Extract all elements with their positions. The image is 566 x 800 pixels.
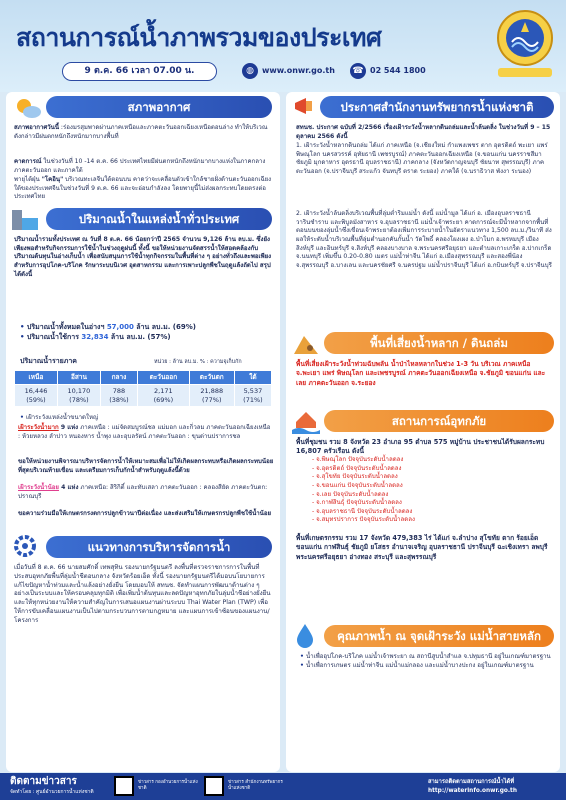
cell-north: 16,446 (59%) <box>15 385 58 407</box>
list-item: • น้ำเพื่ออุปโภค-บริโภค แม่น้ำเจ้าพระยา ณ สถานีสูบน้ำสำแล จ.ปทุมธานี อยู่ในเกณฑ์มาตรฐาน <box>300 653 552 662</box>
reservoir-summary: ปริมาณน้ำรวมทั้งประเทศ ณ วันที่ 8 ต.ค. 66 น้อยกว่าปี 2565 จำนวน 9,126 ล้าน ลบ.ม. ซึ่งยังเพียงพอสำหรับกิจกรรมการใช้น้ำในช่วงฤดูฝนนี้ ทั้งนี้ ขอให้หน่วยงานจัดสรรน้ำให้สอดคล้องกับปริมาณต้นทุนในอ่างเก็บน้ำ เพื่อสนับสนุนการใช้น้ำทุกกิจกรรมในพื้นที่ต่าง ๆ อย่างทั่วถึงและพอเพียง สำหรับการอุปโภค-บริโภค รักษาระบบนิเวศ อุตสาหกรรม และการเพาะปลูกพืชในฤดูแล้งถัดไป สรุปได้ดังนี้ <box>14 236 272 278</box>
col-northeast: อีสาน <box>57 371 100 385</box>
qr-code-2[interactable] <box>204 776 224 796</box>
weather-today: สภาพอากาศวันนี้ :ร่องมรสุมพาดผ่านภาคเหนือและภาคตะวันออกเฉียงเหนือตอนล่าง ทำให้บริเวณดังกล่าวมีฝนตกหนักถึงหนักมากบางพื้นที่ <box>14 124 268 140</box>
list-item: - จ.กาฬสินธุ์ ปัจจุบันระดับน้ำลดลง <box>312 499 402 507</box>
sun-icon <box>12 94 42 120</box>
megaphone-icon <box>292 94 318 118</box>
flood-title: สถานการณ์อุทกภัย <box>324 410 554 432</box>
flood-province-list <box>312 456 552 525</box>
table-title: ปริมาณน้ำรายภาค <box>20 357 77 365</box>
watch-title: • เฝ้าระวังแหล่งน้ำขนาดใหญ่ <box>20 414 270 423</box>
watch-low-note: ขอความร่วมมือให้เกษตรกรงดการปลูกข้าวนาปีต่อเนื่อง และส่งเสริมให้เกษตรกรปลูกพืชใช้น้ำน้อย <box>18 510 272 517</box>
col-east: ตะวันออก <box>138 371 190 385</box>
announcement-item-1: 1. เฝ้าระวังน้ำหลากดินถล่ม ได้แก่ ภาคเหนือ (จ.เชียงใหม่ กำแพงเพชร ตาก อุตรดิตถ์ พะเยา แพร่ พิษณุโลก นครสวรรค์ อุทัยธานี เพชรบูรณ์) ภาคตะวันออกเฉียงเหนือ (จ.ขอนแก่น นครราชสีมา ชัยภูมิ มุกดาหาร อุดรธานี อุบลราชธานี) ภาคกลาง (จังหวัดกาญจนบุรี ชัยนาท สุพรรณบุรี) ภาคตะวันออก (จ.ปราจีนบุรี สระแก้ว จันทบุรี ตราด ระยอง) ภาคใต้ (จ.นราธิวาส พังงา ระนอง) <box>296 142 548 175</box>
table-row <box>15 385 272 407</box>
management-text: เมื่อวันที่ 8 ต.ค. 66 นายสมศักดิ์ เทพสุทิน รองนายกรัฐมนตรี ลงพื้นที่ตรวจราชการการในพื้นที่ประสบอุทกภัยพื้นที่ลุ่มน้ำชีตอนกลาง จังหวัดร้อยเอ็ด ทั้งนี้ รองนายกรัฐมนตรีได้มอบนโยบายการแก้ไขปัญหาน้ำท่วมและน้ำแล้งอย่างยั่งยืน โดยมอบให้ สทนช. จัดทำแผนการพัฒนาด้านต่าง ๆ อย่างเป็นระบบและให้ครอบคลุมทุกมิติ เพื่อเพิ่มน้ำต้นทุนและลดปัญหาอุทกภัยในลุ่มน้ำชีอย่างยั่งยืน และให้ทุกหน่วยงานให้ความสำคัญในการเสนอแผนงานผ่านระบบ Thai Water Plan (TWP) เพื่อให้การขับเคลื่อนแผนงานเป็นไปตามกระบวนการตามกฎหมาย และแผนการเข้าซ้อนของแผนงาน/โครงการ <box>14 564 271 624</box>
globe-icon: ◍ <box>242 63 258 79</box>
list-item: - จ.อุตรดิตถ์ ปัจจุบันระดับน้ำลดลง <box>312 464 402 472</box>
footer <box>0 773 566 800</box>
col-north: เหนือ <box>15 371 58 385</box>
dam-icon <box>10 206 40 232</box>
announcement-item-2: 2. เฝ้าระวังน้ำล้นตลิ่งบริเวณพื้นที่ลุ่มต่ำริมแม่น้ำ ดังนี้ แม่น้ำมูล ได้แก่ อ. เมืองอุบลราชธานี วารินชำราบ และพิบูลมังสาหาร จ.อุบลราชธานี แม่น้ำเจ้าพระยา คาดการณ์จะมีน้ำหลากจากพื้นที่ตอนบนของลุ่มน้ำซึ่งเขื่อนเจ้าพระยาต้องเพิ่มการระบายน้ำในอัตราแนวทาง 1,500 ลบ.ม./วินาที ส่งผลให้ระดับน้ำบริเวณพื้นที่ลุ่มต่ำนอกคันกั้นน้ำ วัดโพธิ์ คลองโผงเผง อ.ป่าโมก อ.พรหมบุรี เมืองสิงห์บุรี และอินทร์บุรี จ.สิงห์บุรี คลองบางบาล จ.พระนครศรีอยุธยา และตำบลเกาะเกร็ด อ.ปากเกร็ด จ.นนทบุรี เพิ่มขึ้น 0.20-0.80 เมตร แม่น้ำท่าจีน ได้แก่ อ.เมืองสุพรรณบุรี และสองพี่น้อง จ.สุพรรณบุรี อ.บางเลน และนครชัยศรี จ.นครปฐม แม่น้ำปราจีนบุรี ได้แก่ อ.กบินทร์บุรี จ.ปราจีนบุรี <box>296 210 552 269</box>
flood-house-icon <box>292 408 320 434</box>
water-drop-icon <box>292 622 318 648</box>
col-south: ใต้ <box>234 371 271 385</box>
management-title: แนวทางการบริหารจัดการน้ำ <box>46 536 272 558</box>
quality-list <box>300 653 552 670</box>
table-header-row <box>15 371 272 385</box>
watch-high: เฝ้าระวังน้ำมาก 9 แห่ง ภาคเหนือ : แม่จัดสมบูรณ์ชล แม่มอก และกิ่วลม ภาคตะวันออกเฉียงเหนือ : ห้วยหลวง ลำปาว หนองหาร น้ำพุง และอุบลรัตน์ ภาคตะวันออก : ขุนด่านปราการชล <box>18 424 271 440</box>
region-table <box>14 370 272 407</box>
watch-high-note: ขอให้หน่วยงานพิจารณาบริหารจัดการน้ำให้เหมาะสมเพื่อไม่ให้เกิดผลกระทบหรือเกิดผลกระทบน้อยที่สุดบริเวณท้ายเขื่อน และเตรียมการเก็บกักน้ำสำหรับฤดูแล้งนี้ด้วย <box>18 458 274 474</box>
follow-label: ติดตามข่าวสาร <box>10 776 77 787</box>
reservoir-title: ปริมาณน้ำในแหล่งน้ำทั่วประเทศ <box>46 208 272 230</box>
list-item: - จ.อุบลราชธานี ปัจจุบันระดับน้ำลดลง <box>312 507 413 515</box>
announcement-title: ประกาศสำนักงานทรัพยากรน้ำแห่งชาติ <box>320 96 554 118</box>
cell-central: 788 (38%) <box>100 385 137 407</box>
cell-east: 2,171 (69%) <box>138 385 190 407</box>
left-column <box>6 92 280 772</box>
website-link[interactable]: www.onwr.go.th <box>262 66 335 75</box>
watch-list <box>20 414 270 423</box>
landslide-icon <box>292 330 320 356</box>
total-volume: • ปริมาณน้ำทั้งหมดในอ่างฯ 57,000 ล้าน ลบ.ม. (69%) <box>20 323 270 333</box>
usable-volume: • ปริมาณน้ำใช้การ 32,834 ล้าน ลบ.ม. (57%) <box>20 333 270 343</box>
qr-code-1[interactable] <box>114 776 134 796</box>
cell-west: 21,888 (77%) <box>189 385 234 407</box>
flood-intro: พื้นที่ชุมชน รวม 8 จังหวัด 23 อำเภอ 95 ตำบล 575 หมู่บ้าน ประชาชนได้รับผลกระทบ 16,807 ครัวเรือน ดังนี้ <box>296 438 545 456</box>
announcement-intro: สทนช. ประกาศ ฉบับที่ 2/2566 เรื่องเฝ้าระวังน้ำหลากดินถล่มและน้ำล้นตลิ่ง ในช่วงวันที่ 9 – 15 ตุลาคม 2566 ดังนี้ <box>296 124 551 140</box>
flood-farm: พื้นที่เกษตรกรรม รวม 17 จังหวัด 479,383 ไร่ ได้แก่ จ.ลำปาง สุโขทัย ตาก ร้อยเอ็ด ขอนแก่น กาฬสินธุ์ ชัยภูมิ ยโสธร อำนาจเจริญ อุบลราชธานี ปราจีนบุรี ฉะเชิงเทรา ลพบุรี พระนครศรีอยุธยา อ่างทอง สระบุรี และสุพรรณบุรี <box>296 534 548 561</box>
list-item: - จ.เลย ปัจจุบันระดับน้ำลดลง <box>312 490 389 498</box>
qr-caption-2: ข่าวสาร สำนักงานทรัพยากรน้ำแห่งชาติ <box>228 780 283 791</box>
list-item: - จ.ขอนแก่น ปัจจุบันระดับน้ำลดลง <box>312 481 403 489</box>
source-label: จัดทำโดย : ศูนย์อำนวยการน้ำแห่งชาติ <box>10 789 94 795</box>
page-title: สถานการณ์น้ำภาพรวมของประเทศ <box>16 23 382 52</box>
onwr-logo <box>494 8 556 80</box>
reservoir-totals <box>20 323 270 343</box>
weather-title: สภาพอากาศ <box>46 96 272 118</box>
right-column <box>286 92 560 772</box>
table-unit: หน่วย : ล้าน ลบ.ม. % : ความจุเก็บกัก <box>154 359 242 365</box>
list-item: - จ.สมุทรปราการ ปัจจุบันระดับน้ำลดลง <box>312 516 415 524</box>
qr-caption-1: ข่าวสาร กองอำนวยการน้ำแห่งชาติ <box>138 780 198 791</box>
waterinfo-link[interactable]: http://waterinfo.onwr.go.th <box>428 788 517 794</box>
phone-number: 02 544 1800 <box>370 66 426 75</box>
col-west: ตะวันตก <box>189 371 234 385</box>
weather-forecast: คาดการณ์ ในช่วงวันที่ 10 -14 ต.ค. 66 ประเทศไทยมีฝนตกหนักถึงหนักมากบางแห่งในภาคกลาง ภาคตะวันออก และภาคใต้ <box>14 158 266 174</box>
col-central: กลาง <box>100 371 137 385</box>
list-item: - จ.พิษณุโลก ปัจจุบันระดับน้ำลดลง <box>312 456 404 463</box>
header <box>0 0 566 92</box>
url-label: สามารถติดตามสถานการณ์น้ำได้ที่ <box>428 779 515 785</box>
phone-icon: ☎ <box>350 63 366 79</box>
quality-title: คุณภาพน้ำ ณ จุดเฝ้าระวัง แม่น้ำสายหลัก <box>324 625 554 647</box>
risk-text: พื้นที่เสี่ยงเฝ้าระวังน้ำท่วมฉับพลัน น้ำป่าไหลหลากในช่วง 1-3 วัน บริเวณ ภาคเหนือ จ.พะเยา แพร่ พิษณุโลก และเพชรบูรณ์ ภาคตะวันออกเฉียงเหนือ จ.ชัยภูมิ ขอนแก่น และเลย ภาคตะวันออก จ.ระยอง <box>296 360 546 387</box>
list-item: - จ.สุโขทัย ปัจจุบันระดับน้ำลดลง <box>312 473 398 481</box>
risk-title: พื้นที่เสี่ยงน้ำหลาก / ดินถล่ม <box>324 332 554 354</box>
report-date: 9 ต.ค. 66 เวลา 07.00 น. <box>62 62 217 81</box>
gear-icon <box>12 534 38 558</box>
list-item: • น้ำเพื่อการเกษตร แม่น้ำท่าจีน แม่น้ำแม่กลอง และแม่น้ำบางปะกง อยู่ในเกณฑ์มาตรฐาน <box>300 662 552 671</box>
cell-south: 5,537 (71%) <box>234 385 271 407</box>
watch-low: เฝ้าระวังน้ำน้อย 4 แห่ง ภาคเหนือ: สิริกิติ์ และทับเสลา ภาคตะวันออก : คลองสียัด ภาคตะวันตก: ปราณบุรี <box>18 484 268 500</box>
weather-storm: พายุไต้ฝุ่น "โคอินุ" บริเวณทะเลจีนใต้ตอนบน คาดว่าจะเคลื่อนตัวเข้าใกล้ชายฝั่งด้านตะวันออกเฉียงใต้ของประเทศจีนในช่วงวันที่ 9 ต.ค. 66 และจะอ่อนกำลังลง โดยพายุนี้ไม่ส่งผลกระทบโดยตรงต่อประเทศไทย <box>14 176 272 201</box>
cell-northeast: 10,170 (78%) <box>57 385 100 407</box>
